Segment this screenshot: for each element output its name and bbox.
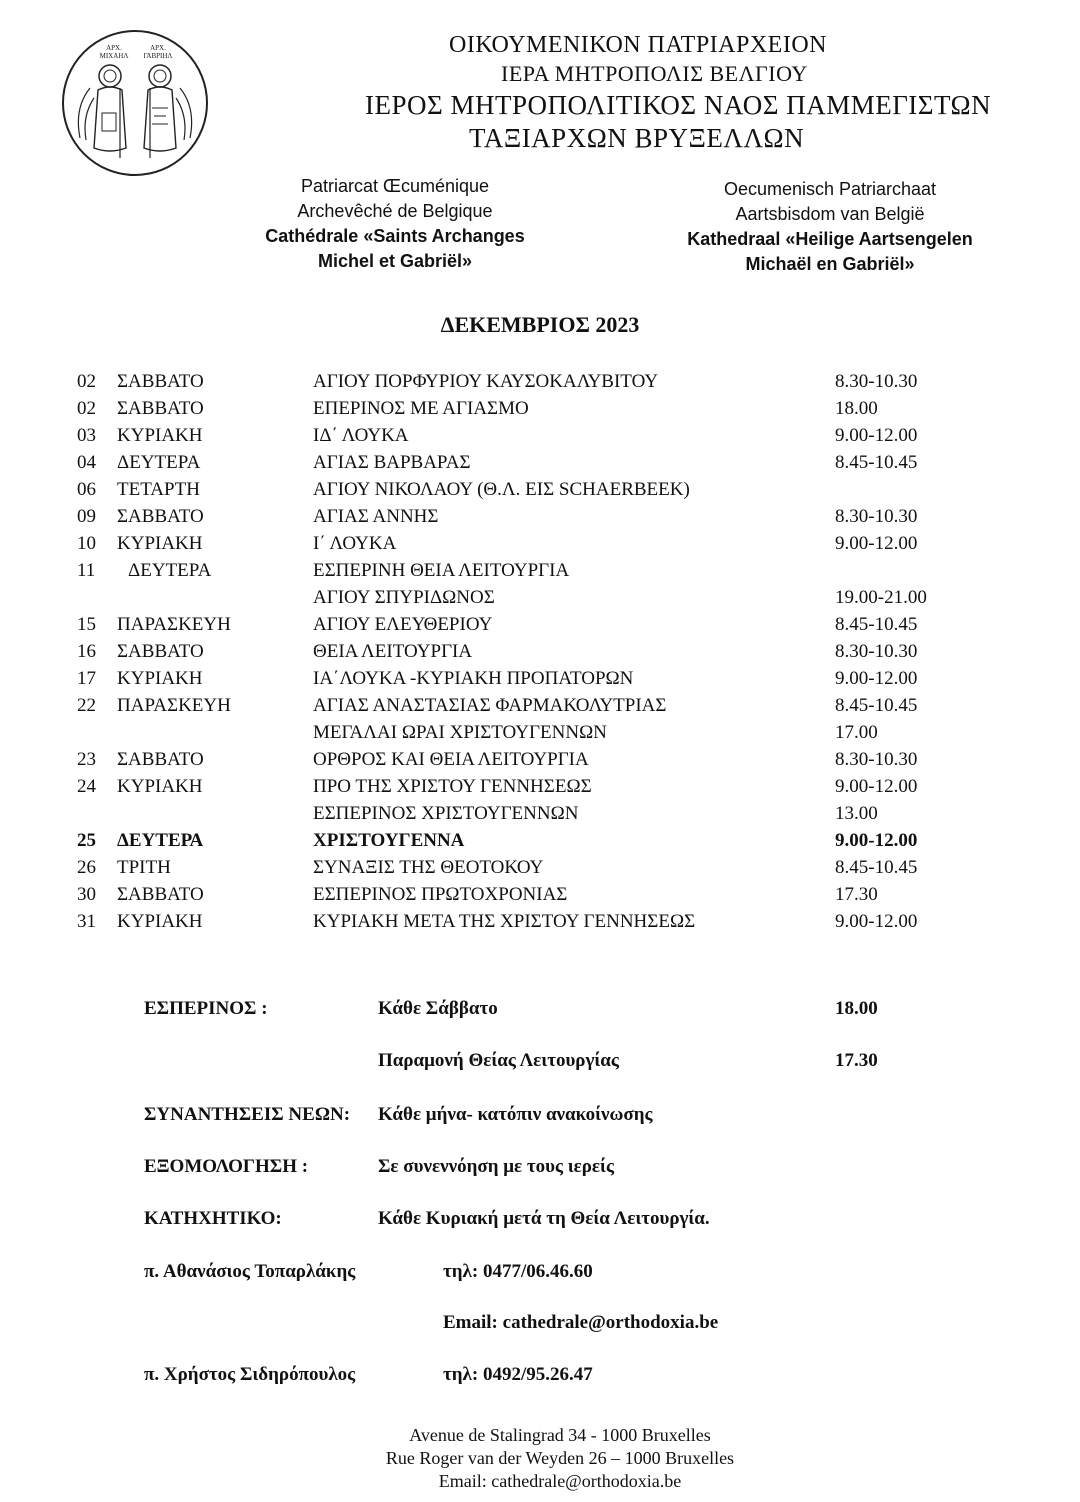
youth-desc: Κάθε μήνα- κατόπιν ανακοίνωσης — [378, 1104, 653, 1125]
schedule-weekday: ΔΕΥΤΕΡΑ — [117, 452, 201, 473]
schedule-event: ΕΠΕΡΙΝΟΣ ΜΕ ΑΓΙΑΣΜΟ — [313, 398, 529, 419]
schedule-row — [0, 668, 1080, 695]
confession-label: ΕΞΟΜΟΛΟΓΗΣΗ : — [144, 1156, 309, 1177]
schedule-weekday: ΣΑΒΒΑΤΟ — [117, 884, 204, 905]
schedule-row — [0, 803, 1080, 830]
svg-text:ΓΑΒΡΙΗΛ: ΓΑΒΡΙΗΛ — [143, 52, 173, 60]
schedule-row — [0, 884, 1080, 911]
schedule-weekday: ΠΑΡΑΣΚΕΥΗ — [117, 614, 231, 635]
catechism-label: ΚΑΤΗΧΗΤΙΚΟ: — [144, 1208, 282, 1229]
vespers-time-saturday: 18.00 — [835, 998, 878, 1019]
schedule-weekday: ΤΡΙΤΗ — [117, 857, 171, 878]
priest1-name: π. Αθανάσιος Τοπαρλάκης — [144, 1261, 356, 1282]
footer-line-2: Rue Roger van der Weyden 26 – 1000 Bruxelles — [385, 1448, 735, 1468]
schedule-weekday: ΚΥΡΙΑΚΗ — [117, 533, 203, 554]
schedule-day: 02 — [77, 398, 96, 419]
schedule-row — [0, 641, 1080, 668]
schedule-day: 11 — [77, 560, 96, 581]
schedule-event: ΕΣΠΕΡΙΝΟΣ ΧΡΙΣΤΟΥΓΕΝΝΩΝ — [313, 803, 579, 824]
schedule-time: 18.00 — [835, 398, 878, 419]
schedule-time: 9.00-12.00 — [835, 425, 918, 446]
schedule-event: ΙΑ΄ΛΟΥΚΑ -ΚΥΡΙΑΚΗ ΠΡΟΠΑΤΟΡΩΝ — [313, 668, 634, 689]
french-line-1: Patriarcat Œcuménique — [300, 176, 490, 196]
schedule-day: 23 — [77, 749, 96, 770]
schedule-event: ΕΣΠΕΡΙΝΟΣ ΠΡΩΤΟΧΡΟΝΙΑΣ — [313, 884, 568, 905]
vespers-desc-eve: Παραμονή Θείας Λειτουργίας — [378, 1050, 619, 1071]
schedule-weekday: ΣΑΒΒΑΤΟ — [117, 506, 204, 527]
schedule-time: 9.00-12.00 — [835, 830, 918, 851]
schedule-day: 03 — [77, 425, 96, 446]
schedule-event: ΑΓΙΑΣ ΒΑΡΒΑΡΑΣ — [313, 452, 471, 473]
schedule-row — [0, 506, 1080, 533]
email-row — [0, 1312, 1080, 1336]
schedule-event: ΑΓΙΟΥ ΣΠΥΡΙΔΩΝΟΣ — [313, 587, 495, 608]
schedule-event: ΑΓΙΑΣ ΑΝΝΗΣ — [313, 506, 439, 527]
schedule-time: 8.30-10.30 — [835, 506, 918, 527]
schedule-event: ΘΕΙΑ ΛΕΙΤΟΥΡΓΙΑ — [313, 641, 473, 662]
priest2-name: π. Χρήστος Σιδηρόπουλος — [144, 1364, 356, 1385]
schedule-weekday: ΣΑΒΒΑΤΟ — [117, 641, 204, 662]
schedule-row — [0, 776, 1080, 803]
schedule-time: 8.45-10.45 — [835, 614, 918, 635]
vespers-label: ΕΣΠΕΡΙΝΟΣ : — [144, 998, 268, 1019]
schedule-event: ΙΔ΄ ΛΟΥΚΑ — [313, 425, 409, 446]
schedule-day: 04 — [77, 452, 96, 473]
schedule-row — [0, 857, 1080, 884]
schedule-weekday: ΚΥΡΙΑΚΗ — [117, 668, 203, 689]
schedule-day: 06 — [77, 479, 96, 500]
archangels-seal-logo — [60, 28, 210, 178]
schedule-row — [0, 614, 1080, 641]
schedule-day: 02 — [77, 371, 96, 392]
schedule-row — [0, 398, 1080, 425]
catechism-desc: Κάθε Κυριακή μετά τη Θεία Λειτουργία. — [378, 1208, 710, 1229]
schedule-time: 8.30-10.30 — [835, 749, 918, 770]
priest2-phone[interactable]: τηλ: 0492/95.26.47 — [443, 1364, 593, 1385]
dutch-header-block — [660, 177, 1000, 277]
schedule-row — [0, 560, 1080, 587]
schedule-weekday: ΣΑΒΒΑΤΟ — [117, 749, 204, 770]
schedule-event: ΠΡΟ ΤΗΣ ΧΡΙΣΤΟΥ ΓΕΝΝΗΣΕΩΣ — [313, 776, 592, 797]
schedule-day: 26 — [77, 857, 96, 878]
confession-desc: Σε συνεννόηση με τους ιερείς — [378, 1156, 614, 1177]
schedule-weekday: ΠΑΡΑΣΚΕΥΗ — [117, 695, 231, 716]
header-cathedral-city: ΤΑΞΙΑΡΧΩΝ ΒΡΥΞΕΛΛΩΝ — [469, 123, 805, 153]
schedule-weekday: ΚΥΡΙΑΚΗ — [117, 776, 203, 797]
schedule-day: 25 — [77, 830, 96, 851]
schedule-event: ΑΓΙΟΥ ΠΟΡΦΥΡΙΟΥ ΚΑΥΣΟΚΑΛΥΒΙΤΟΥ — [313, 371, 659, 392]
schedule-time: 13.00 — [835, 803, 878, 824]
schedule-row — [0, 371, 1080, 398]
schedule-event: ΑΓΙΟΥ ΝΙΚΟΛΑΟΥ (Θ.Λ. ΕΙΣ SCHAERBEEK) — [313, 479, 690, 500]
schedule-time: 19.00-21.00 — [835, 587, 927, 608]
vespers-desc-saturday: Κάθε Σάββατο — [378, 998, 498, 1019]
dutch-line-1: Oecumenisch Patriarchaat — [723, 179, 937, 199]
schedule-time: 8.45-10.45 — [835, 857, 918, 878]
schedule-event: ΑΓΙΟΥ ΕΛΕΥΘΕΡΙΟΥ — [313, 614, 493, 635]
schedule-day: 09 — [77, 506, 96, 527]
schedule-time: 9.00-12.00 — [835, 668, 918, 689]
schedule-row — [0, 479, 1080, 506]
schedule-row — [0, 587, 1080, 614]
schedule-event: ΕΣΠΕΡΙΝΗ ΘΕΙΑ ΛΕΙΤΟΥΡΓΙΑ — [313, 560, 570, 581]
schedule-time: 9.00-12.00 — [835, 533, 918, 554]
schedule-time: 17.00 — [835, 722, 878, 743]
french-line-4: Michel et Gabriël» — [317, 251, 473, 271]
header-patriarchate: ΟΙΚΟΥΜΕΝΙΚΟΝ ΠΑΤΡΙΑΡΧΕΙΟΝ — [449, 32, 827, 58]
dutch-line-4: Michaël en Gabriël» — [745, 254, 915, 274]
vespers-time-eve: 17.30 — [835, 1050, 878, 1071]
confession-row — [0, 1156, 1080, 1180]
schedule-weekday: ΔΕΥΤΕΡΑ — [128, 560, 212, 581]
priest1-row — [0, 1261, 1080, 1285]
schedule-day: 30 — [77, 884, 96, 905]
header-metropolis: ΙΕΡΑ ΜΗΤΡΟΠΟΛΙΣ ΒΕΛΓΙΟΥ — [501, 61, 808, 86]
schedule-weekday: ΤΕΤΑΡΤΗ — [117, 479, 200, 500]
schedule-time: 8.45-10.45 — [835, 695, 918, 716]
month-title: ΔΕΚΕΜΒΡΙΟΣ 2023 — [440, 312, 640, 337]
schedule-event: ΚΥΡΙΑΚΗ ΜΕΤΑ ΤΗΣ ΧΡΙΣΤΟΥ ΓΕΝΝΗΣΕΩΣ — [313, 911, 696, 932]
schedule-event: ΑΓΙΑΣ ΑΝΑΣΤΑΣΙΑΣ ΦΑΡΜΑΚΟΛΥΤΡΙΑΣ — [313, 695, 667, 716]
schedule-row — [0, 911, 1080, 938]
schedule-day: 31 — [77, 911, 96, 932]
priest1-phone[interactable]: τηλ: 0477/06.46.60 — [443, 1261, 593, 1282]
french-line-3: Cathédrale «Saints Archanges — [265, 226, 525, 246]
schedule-row — [0, 830, 1080, 857]
schedule-day: 24 — [77, 776, 96, 797]
schedule-time: 9.00-12.00 — [835, 911, 918, 932]
schedule-row — [0, 533, 1080, 560]
schedule-day: 16 — [77, 641, 96, 662]
schedule-time: 9.00-12.00 — [835, 776, 918, 797]
schedule-row — [0, 749, 1080, 776]
vespers-row — [0, 998, 1080, 1022]
footer-email[interactable]: Email: cathedrale@orthodoxia.be — [438, 1471, 682, 1491]
svg-text:ΑΡΧ.: ΑΡΧ. — [150, 44, 166, 52]
schedule-day: 22 — [77, 695, 96, 716]
french-line-2: Archevêché de Belgique — [297, 201, 493, 221]
schedule-weekday: ΣΑΒΒΑΤΟ — [117, 398, 204, 419]
dutch-line-2: Aartsbisdom van België — [735, 204, 925, 224]
french-header-block — [240, 174, 550, 274]
header-cathedral: ΙΕΡΟΣ ΜΗΤΡΟΠΟΛΙΤΙΚΟΣ ΝΑΟΣ ΠΑΜΜΕΓΙΣΤΩΝ — [365, 90, 992, 120]
schedule-weekday: ΣΑΒΒΑΤΟ — [117, 371, 204, 392]
schedule-row — [0, 425, 1080, 452]
schedule-weekday: ΚΥΡΙΑΚΗ — [117, 911, 203, 932]
schedule-event: ΜΕΓΑΛΑΙ ΩΡΑΙ ΧΡΙΣΤΟΥΓΕΝΝΩΝ — [313, 722, 607, 743]
schedule-event: Ι΄ ΛΟΥΚΑ — [313, 533, 397, 554]
schedule-time: 8.30-10.30 — [835, 641, 918, 662]
contact-email[interactable]: Email: cathedrale@orthodoxia.be — [443, 1312, 719, 1333]
schedule-row — [0, 452, 1080, 479]
schedule-day: 10 — [77, 533, 96, 554]
footer-line-1: Avenue de Stalingrad 34 - 1000 Bruxelles — [409, 1425, 711, 1445]
schedule-event: ΧΡΙΣΤΟΥΓΕΝΝΑ — [313, 830, 465, 851]
schedule-time: 8.45-10.45 — [835, 452, 918, 473]
youth-row — [0, 1104, 1080, 1128]
schedule-event: ΣΥΝΑΞΙΣ ΤΗΣ ΘΕΟΤΟΚΟΥ — [313, 857, 544, 878]
schedule-weekday: ΔΕΥΤΕΡΑ — [117, 830, 204, 851]
schedule-event: ΟΡΘΡΟΣ ΚΑΙ ΘΕΙΑ ΛΕΙΤΟΥΡΓΙΑ — [313, 749, 589, 770]
priest2-row — [0, 1364, 1080, 1388]
footer-address — [0, 1424, 1080, 1493]
schedule-time: 8.30-10.30 — [835, 371, 918, 392]
svg-text:ΑΡΧ.: ΑΡΧ. — [106, 44, 122, 52]
schedule-weekday: ΚΥΡΙΑΚΗ — [117, 425, 203, 446]
schedule-row — [0, 695, 1080, 722]
schedule-row — [0, 722, 1080, 749]
youth-label: ΣΥΝΑΝΤΗΣΕΙΣ ΝΕΩΝ: — [144, 1104, 351, 1125]
schedule-time: 17.30 — [835, 884, 878, 905]
schedule-day: 15 — [77, 614, 96, 635]
svg-text:ΜΙΧΑΗΛ: ΜΙΧΑΗΛ — [99, 52, 129, 60]
schedule-day: 17 — [77, 668, 96, 689]
catechism-row — [0, 1208, 1080, 1232]
dutch-line-3: Kathedraal «Heilige Aartsengelen — [687, 229, 973, 249]
vespers-eve-row — [0, 1050, 1080, 1074]
